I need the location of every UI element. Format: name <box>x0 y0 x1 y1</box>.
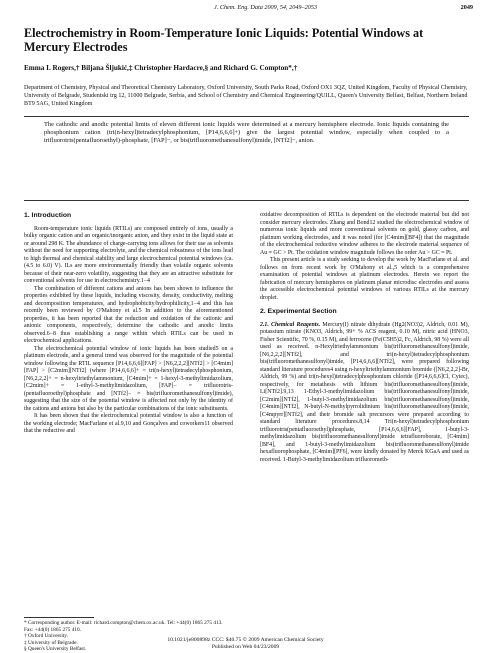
author-list: Emma I. Rogers,† Biljana Šljukić,‡ Christopher Hardacre,§ and Richard G. Compton*,† <box>24 64 298 72</box>
intro-paragraph-4: It has been shown that the electrochemical potential window is also a function of the working electrode; MacFarlane et al.9,10 and Gonçalves and coworkers11 observed that the reductive and <box>24 413 233 434</box>
intro-paragraph-1: Room-temperature ionic liquids (RTILs) are composed entirely of ions, usually a bulky organic cation and an organic/inorganic anion, and they exist in the liquid state at or around 298 K. The abundance of charge-carrying ions allows for their use as solvents without the need for supporting electrolyte, and the chemical robustness of the ions lead to high thermal and chemical stability and large electrochemical potential windows (ca. (4.5 to 6.0) V). ILs are more environmentally friendly than volatile organic solvents because of their near-zero volatility, suggesting that they are an attractive substitute for conventional solvents for use in electrochemistry.1−4 <box>24 225 233 284</box>
page-number: 2049 <box>460 4 473 11</box>
journal-citation: J. Chem. Eng. Data 2009, 54, 2049–2053 <box>214 4 317 11</box>
published-line: Published on Web 04/23/2009 <box>211 643 280 650</box>
affiliations: Department of Chemistry, Physical and Theoretical Chemistry Laboratory, Oxford University, South Parks Road, Oxford OX1 3QZ, United Kingdom, Faculty of Physical Chemistry, University of Belgrade, Studentski trg 12, 11000 Belgrade, Serbia, and School of Chemistry and Chemical Engineering/QUILL, Queen's University Belfast, Belfast, Northern Ireland BT9 5AG, United Kingdom <box>24 85 468 107</box>
abstract-bottom-rule <box>24 200 469 201</box>
footnote-queens: § Queen's University Belfast. <box>24 646 87 652</box>
abstract: The cathodic and anodic potential limits of eleven different ionic liquids were determined at a mercury hemisphere electrode. Ionic liquids containing the phosphonium cation (tri(n-hexyl)tetradecylphosphonium, [P14,6,6,6]+) give the largest potential window, especially when coupled to a trifluorotris(pentafluoroethyl)-phosphate, [FAP]−, or bis(trifluoromethanesulfonyl)imide, [NTf2]−, anion. <box>44 121 449 145</box>
intro-paragraph-3: The electrochemical potential window of ionic liquids has been studied5 on a platinum electrode, and a general trend was observed for the magnitude of the potential window following the RTIL sequence [P14,6,6,6][FAP] > [N6,2,2,2][NTf2] > [C4mim][FAP] > [C2mim][NTf2] (where [P14,6,6,6]+ = tri(n-hexyl)tetradecylphosphonium, [N6,2,2,2]+ = n-hexyltriethylammonium, [C4mim]+ = 1-hexyl-3-methylimidazolium, [C2mim]+ = 1-ethyl-3-methylimidazolium, [FAP]− = trifluorotris-(pentafluoroethyl)phosphate and [NTf2]− = bis(trifluoromethanesulfonyl)imide), suggesting that the size of the potential window is affected not only by the identity of the cations and anions but also by the particular combinations of the ionic substituents. <box>24 345 233 412</box>
intro-paragraph-2: The combination of different cations and anions has been shown to influence the properties exhibited by these liquids, including viscosity, density, conductivity, melting and decomposition temperatures, and hydrophobicity/hydrophilicity,1−4 and this has recently been reviewed by O'Mahony et al.5 In addition to the aforementioned properties, it has been reported that the reduction and oxidation of the cationic and anionic components, respectively, determine the cathodic and anodic limits observed.6−8 thus establishing a range within which RTILs can be used in electrochemical applications. <box>24 285 233 344</box>
doi-line: 10.1021/je800898z CCC: $40.75 © 2009 American Chemical Society <box>167 637 324 643</box>
footnote-corresponding: * Corresponding author. E-mail: richard.compton@chem.ox.ac.uk. Tel: +44(0) 1865 275 413. Fax: +44(0) 1865 275 410. <box>24 620 223 633</box>
chemical-reagents-heading: 2.1. Chemical Reagents. <box>260 321 321 328</box>
footnote-belgrade: ‡ University of Belgrade. <box>24 639 78 646</box>
right-paragraph-1: oxidative decomposition of RTILs is dependent on the electrode material but did not consider mercury electrodes. Zhang and Bond12 studied the electrochemical window of numerous ionic liquids and more conventional solvents on gold, glassy carbon, and platinum working electrodes, and it was noted (for [C4mim][BF4]) that the magnitude of the electrochemical reductive window adheres to the electrode material sequence of Au ≈ GC > Pt. The oxidation window magnitude follows the order Au > GC ≈ Pt. <box>260 212 469 256</box>
chemical-reagents-text: Mercury(I) nitrate dihydrate (Hg2(NO3)2, Aldrich, 0.01 M), potassium nitrate (KNO3, Aldrich, 99+ % ACS reagent, 0.10 M), nitric acid (HNO3, Fisher Scientific, 70 %, 0.15 M), and ferrocene (Fe(C5H5)2, Fc, Aldrich, 98 %) were all used as received. n-Hexyltriethylammonium bis(trifluoromethanesulfonyl)imide, [N6,2,2,2][NTf2], and tri(n-hexyl)tetradecylphosphonium bis(trifluoromethanesulfonyl)imide, [P14,6,6,6][NTf2], were prepared following standard literature procedures4 using n-hexyltriethylammonium bromide ([N6,2,2,2]-Br, Aldrich, 99 %) and tri(n-hexyl)tetradecylphosphonium chloride ([P14,6,6,6]Cl, Cytec), respectively, for metathesis with lithium bis(trifluoromethanesulfonyl)imide, Li[NTf2].9,13 1-Ethyl-3-methylimidazolium bis(trifluoromethanesulfonyl)imide, [C2mim][NTf2], 1-butyl-3-methylimidazolium bis(trifluoromethanesulfonyl)imide, [C4mim][NTf2], N-butyl-N-methylpyrrolidinium bis(trifluoromethanesulfonyl)imide, [C4mpyrr][NTf2], and their bromide salt precursors were prepared according to standard literature procedures.8,14 Tri(n-hexyl)tetradecylphosphonium trifluorotris(pentafluoroethyl)phosphate, [P14,6,6,6][FAP], 1-butyl-3-methylimidazolium bis(trifluoromethanesulfonyl)imide tetrafluoroborate, [C4mim][BF4], and 1-butyl-3-methylimidazolium bis(trifluoromethanesulfonyl)imide hexafluorophosphate, [C4mim][PF6], were kindly donated by Merck KGaA and used as received. 1-Butyl-3-methylimidazolium trifluorometh- <box>260 321 469 463</box>
experimental-heading: 2. Experimental Section <box>260 308 337 315</box>
article-title: Electrochemistry in Room-Temperature Ionic Liquids: Potential Windows at Mercury Electrodes <box>24 26 424 54</box>
intro-heading: 1. Introduction <box>24 212 72 219</box>
bottom-matter <box>0 637 491 650</box>
footnote-rule <box>24 617 94 618</box>
right-column <box>260 212 469 464</box>
footnote-oxford: † Oxford University. <box>24 633 68 639</box>
abstract-top-rule <box>24 116 469 117</box>
right-paragraph-2: This present article is a study seeking to develop the work by MacFarlane et al. and follows on from recent work by O'Mahony et al.,5 which is a comprehensive examination of potential windows at platinum electrodes. Herein we report the fabrication of mercury hemispheres on platinum planar microdisc electrodes and assess the accessible electrochemical potential windows of various RTILs at the mercury droplet. <box>260 257 469 301</box>
left-column <box>24 212 233 436</box>
